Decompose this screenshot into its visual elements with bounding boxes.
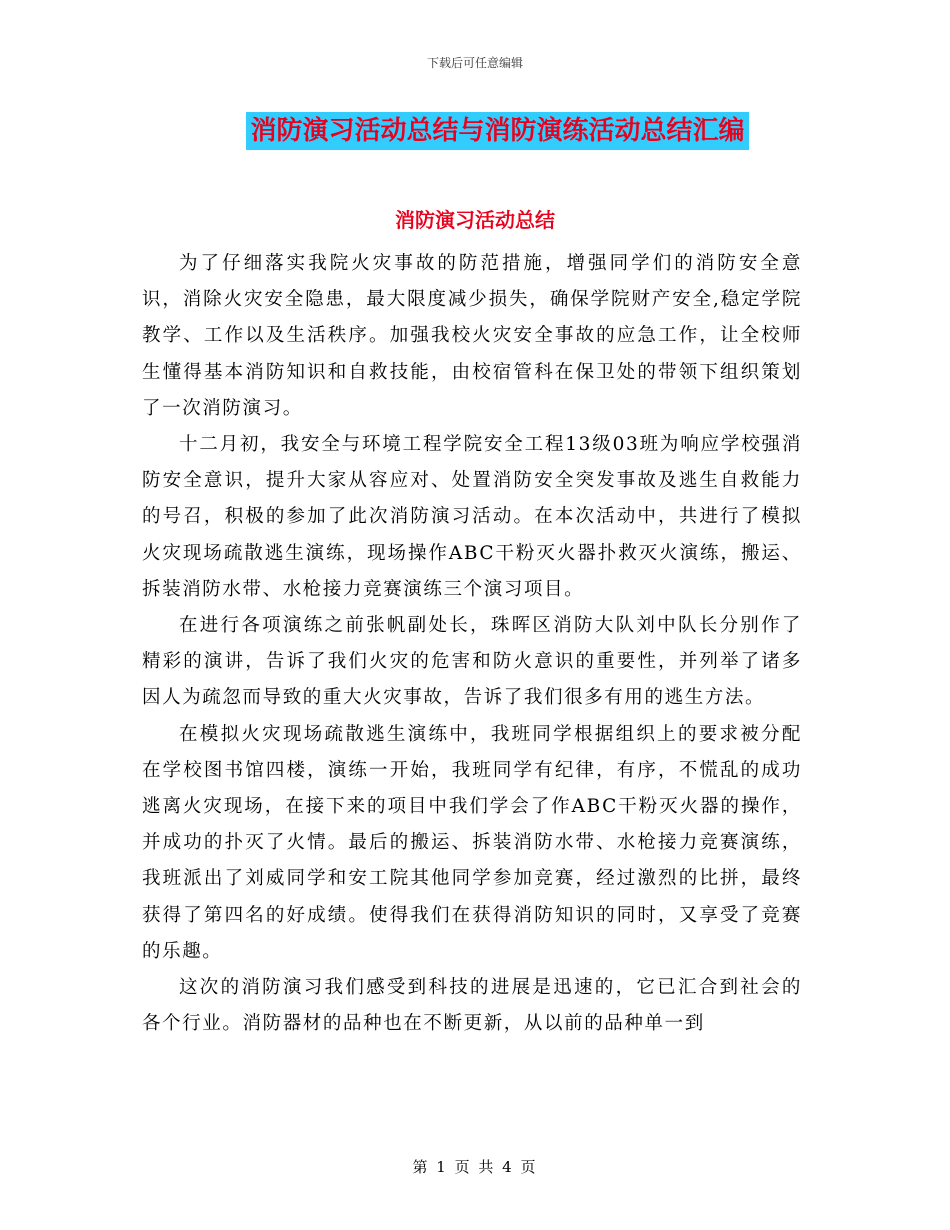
header-note: 下载后可任意编辑 <box>426 56 523 70</box>
paragraph: 这次的消防演习我们感受到科技的进展是迅速的，它已汇合到社会的各个行业。消防器材的品种也在不断更新，从以前的品种单一到 <box>142 977 802 1035</box>
paragraph: 十二月初，我安全与环境工程学院安全工程13级03班为响应学校强消防安全意识，提升大家从容应对、处置消防安全突发事故及逃生自救能力的号召，积极的参加了此次消防演习活动。在本次活动中，共进行了模拟火灾现场疏散逃生演练，现场操作ABC干粉灭火器扑救灭火演练，搬运、拆装消防水带、水枪接力竞赛演练三个演习项目。 <box>142 434 802 600</box>
body-text <box>142 246 802 1042</box>
paragraph: 为了仔细落实我院火灾事故的防范措施，增强同学们的消防安全意识，消除火灾安全隐患，最大限度减少损失，确保学院财产安全,稳定学院教学、工作以及生活秩序。加强我校火灾安全事故的应急工作，让全校师生懂得基本消防知识和自救技能，由校宿管科在保卫处的带领下组织策划了一次消防演习。 <box>142 253 802 419</box>
section-title: 消防演习活动总结 <box>395 208 555 232</box>
page-footer: 第 1 页 共 4 页 <box>412 1158 538 1176</box>
document-title <box>0 112 950 150</box>
paragraph: 在模拟火灾现场疏散逃生演练中，我班同学根据组织上的要求被分配在学校图书馆四楼，演练一开始，我班同学有纪律，有序，不慌乱的成功逃离火灾现场，在接下来的项目中我们学会了作ABC干粉灭火器的操作，并成功的扑灭了火情。最后的搬运、拆装消防水带、水枪接力竞赛演练，我班派出了刘威同学和安工院其他同学参加竞赛，经过激烈的比拼，最终获得了第四名的好成绩。使得我们在获得消防知识的同时，又享受了竞赛的乐趣。 <box>142 723 802 962</box>
paragraph: 在进行各项演练之前张帆副处长，珠晖区消防大队刘中队长分别作了精彩的演讲，告诉了我们火灾的危害和防火意识的重要性，并列举了诸多因人为疏忽而导致的重大火灾事故，告诉了我们很多有用的逃生方法。 <box>142 615 802 709</box>
document-title-text: 消防演习活动总结与消防演练活动总结汇编 <box>246 112 748 150</box>
